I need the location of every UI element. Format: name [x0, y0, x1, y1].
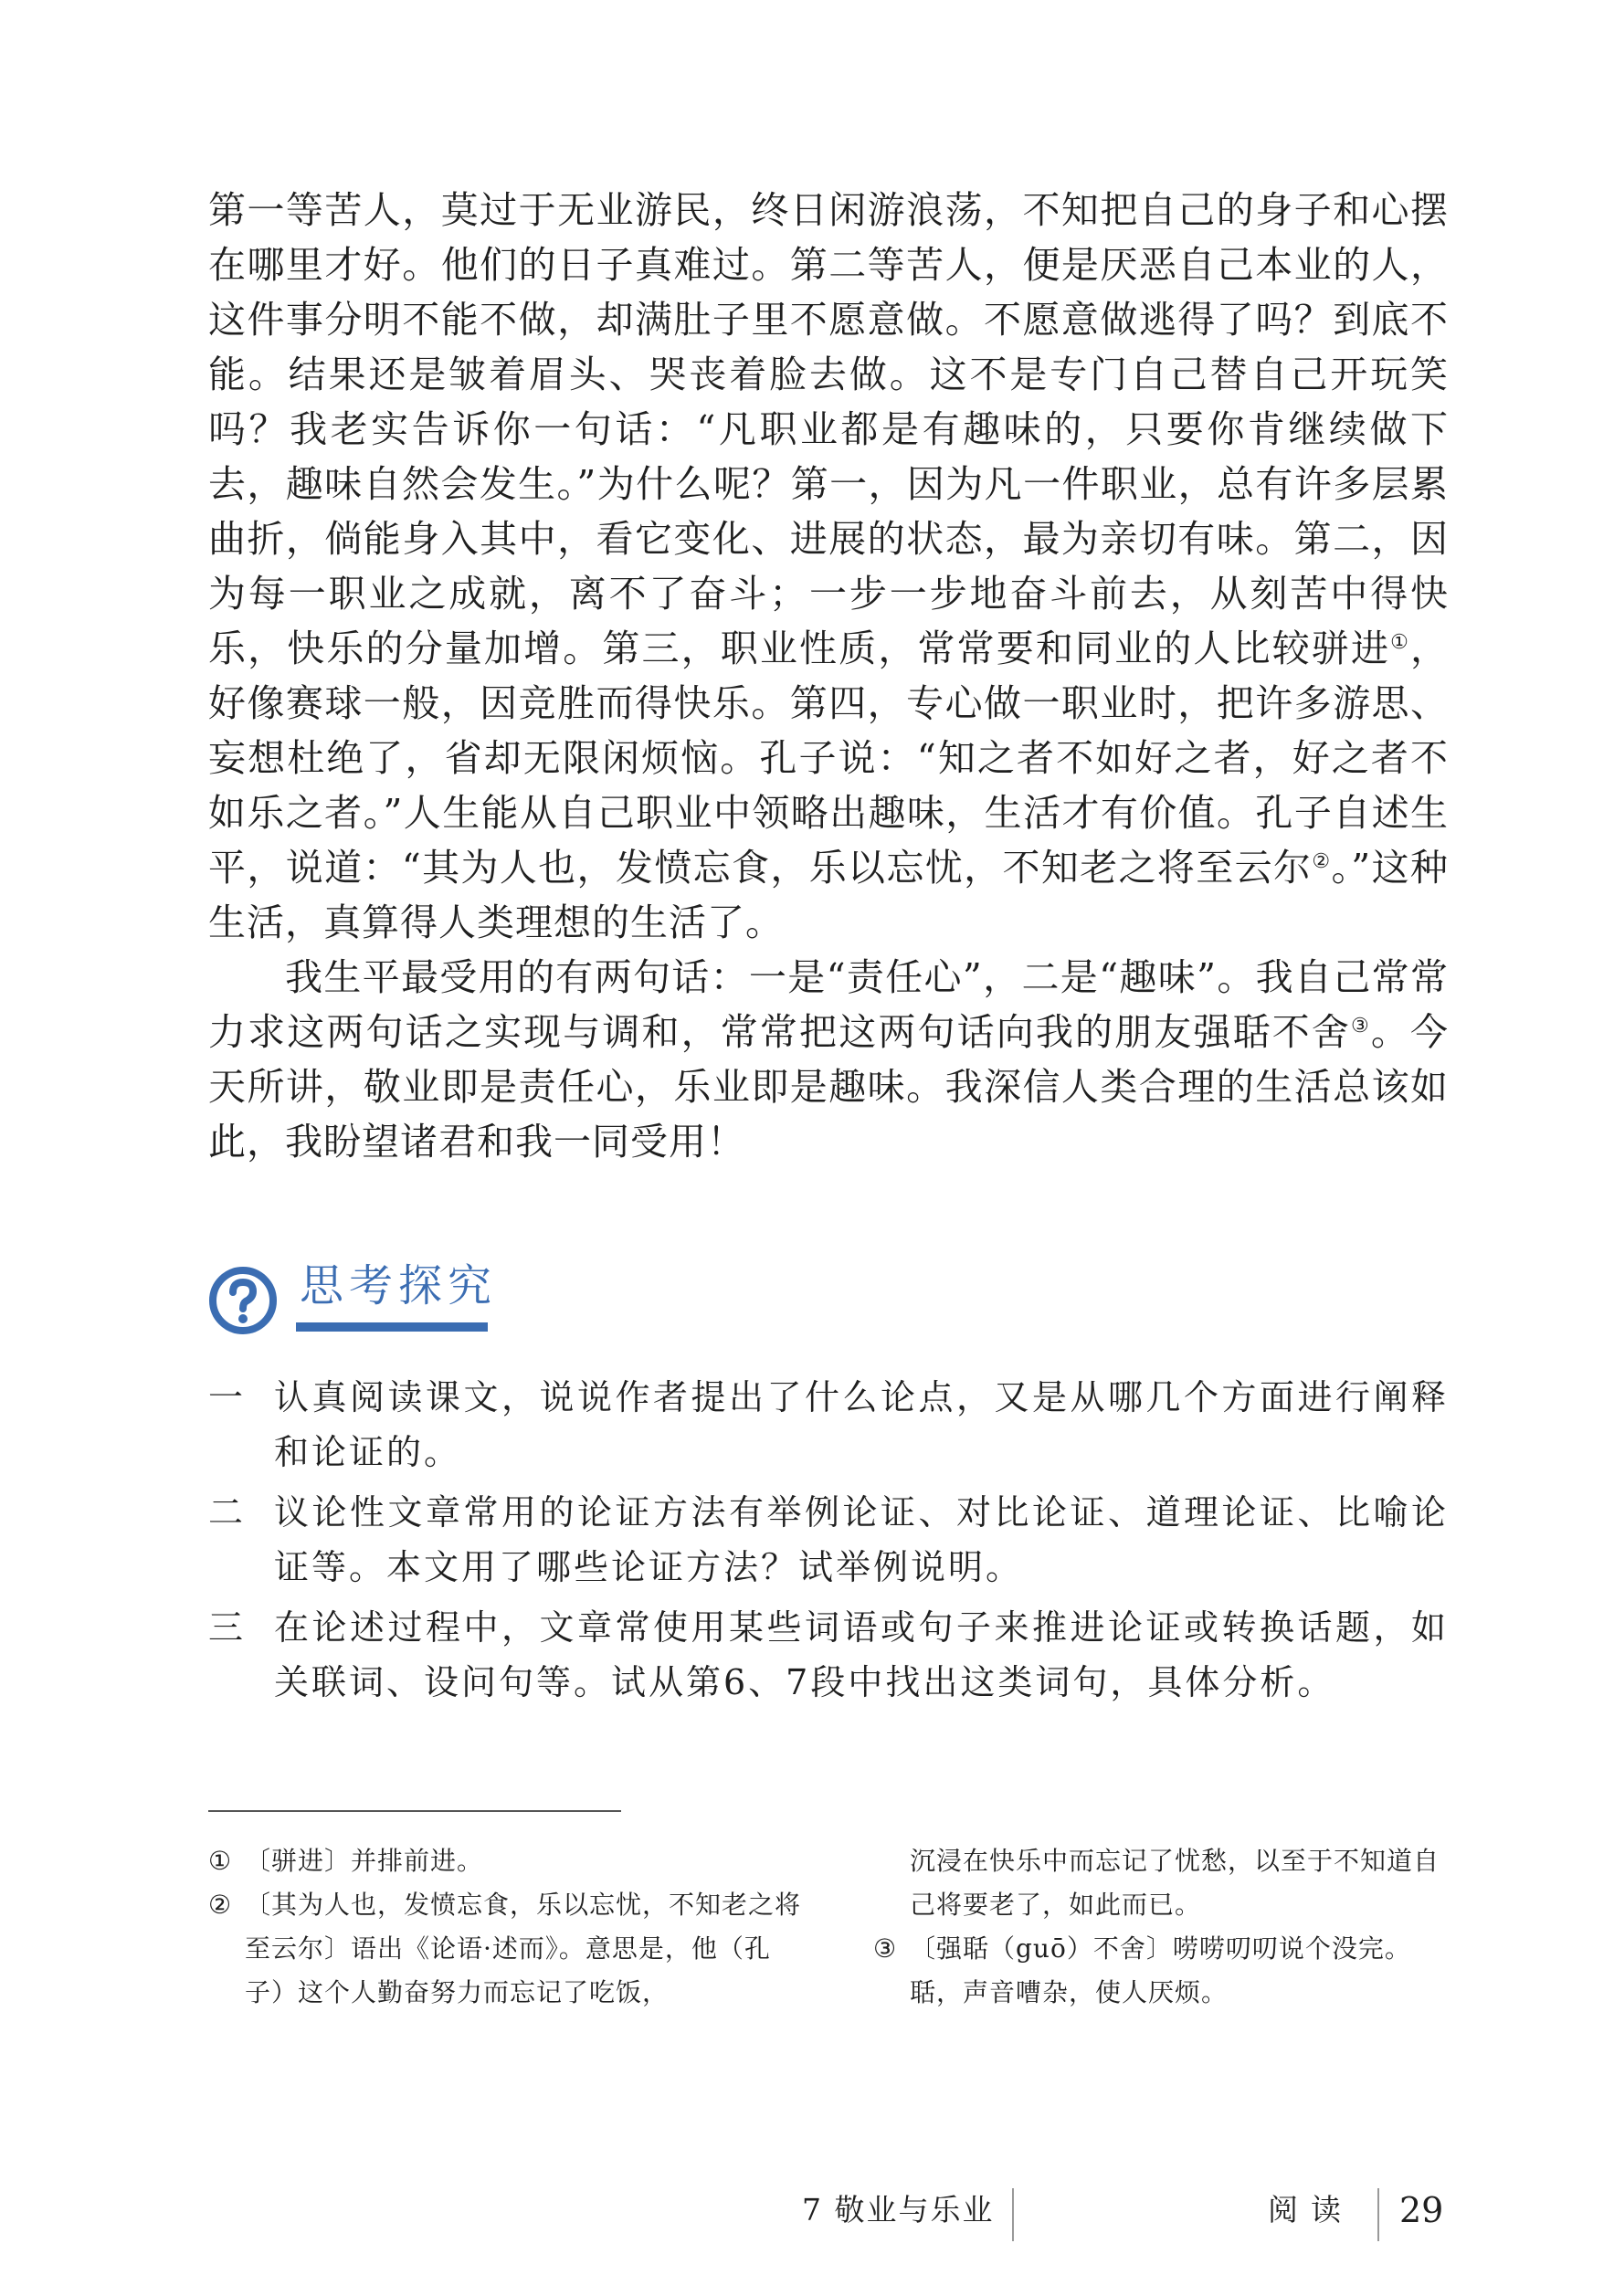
- question-number: 三: [208, 1607, 244, 1648]
- paragraph-2-part-1: 我生平最受用的有两句话：一是“责任心”，二是“趣味”。我自己常常力求这两句话之实现与调和，常常把这两句话向我的朋友强聒不舍: [208, 955, 1449, 1054]
- question-number: 二: [208, 1492, 244, 1532]
- footnote-2: [208, 1883, 802, 2015]
- paragraph-1-part-1: 第一等苦人，莫过于无业游民，终日闲游浪荡，不知把自己的身子和心摆在哪里才好。他们的日子真难过。第二等苦人，便是厌恶自己本业的人，这件事分明不能不做，却满肚子里不愿意做。不愿意做逃得了吗？到底不能。结果还是皱着眉头、哭丧着脸去做。这不是专门自己替自己开玩笑吗？我老实告诉你一句话：“凡职业都是有趣味的，只要你肯继续做下去，趣味自然会发生。”为什么呢？第一，因为凡一件职业，总有许多层累曲折，倘能身入其中，看它变化、进展的状态，最为亲切有味。第二，因为每一职业之成就，离不了奋斗；一步一步地奋斗前去，从刻苦中得快乐，快乐的分量加增。第三，职业性质，常常要和同业的人比较骈进: [208, 188, 1449, 670]
- section-title: 思考探究: [300, 1260, 498, 1311]
- footnote-2-continued: 沉浸在快乐中而忘记了忧愁，以至于不知道自己将要老了，如此而已。: [910, 1846, 1440, 1920]
- footnote-mark: ③: [873, 1933, 898, 1964]
- question-item: [208, 1485, 1449, 1595]
- question-item: [208, 1600, 1449, 1710]
- footnote-mark: ②: [208, 1890, 233, 1920]
- footnote-column-right: [873, 1839, 1449, 2015]
- question-text: 议论性文章常用的论证方法有举例论证、对比论证、道理论证、比喻论证等。本文用了哪些论证方法？试举例说明。: [274, 1492, 1449, 1587]
- question-list: [208, 1370, 1449, 1715]
- title-underline: [296, 1322, 488, 1332]
- question-number: 一: [208, 1377, 244, 1417]
- unit-title: 7 敬业与乐业: [802, 2192, 995, 2228]
- footer-divider: [1377, 2188, 1379, 2241]
- footnote-1: [208, 1839, 802, 1883]
- footnote-text: 〔骈进〕并排前进。: [245, 1846, 484, 1876]
- footnote-text: 〔其为人也，发愤忘食，乐以忘忧，不知老之将至云尔〕语出《论语·述而》。意思是，他（孔子）这个人勤奋努力而忘记了吃饭，: [245, 1890, 802, 2007]
- page-number: 29: [1399, 2190, 1444, 2230]
- footnote-mark: ①: [208, 1846, 233, 1876]
- footnote-text: 〔强聒（guō）不舍〕唠唠叨叨说个没完。聒，声音嘈杂，使人厌烦。: [910, 1933, 1411, 2007]
- footnote-3: [873, 1927, 1449, 2015]
- paragraph-2-part-2: 。今天所讲，敬业即是责任心，乐业即是趣味。我深信人类合理的生活总该如此，我盼望诸君和我一同受用！: [208, 1010, 1450, 1164]
- footnote-column-left: [208, 1839, 802, 2015]
- paragraph-2: [208, 950, 1449, 1169]
- footnote-ref-3[interactable]: ③: [1351, 1015, 1371, 1037]
- footer-divider: [1012, 2188, 1014, 2241]
- footnote-ref-1[interactable]: ①: [1390, 631, 1410, 654]
- question-item: [208, 1370, 1449, 1480]
- section-label: 阅读: [1268, 2192, 1354, 2228]
- paragraph-1: [208, 183, 1449, 950]
- question-mark-icon: [206, 1264, 280, 1337]
- paragraph-1-part-3: 。”这种生活，真算得人类理想的生活了。: [208, 846, 1449, 944]
- main-text: [208, 183, 1449, 1169]
- footnote-ref-2[interactable]: ②: [1312, 850, 1332, 873]
- question-text: 认真阅读课文，说说作者提出了什么论点，又是从哪几个方面进行阐释和论证的。: [274, 1377, 1449, 1472]
- footnote-divider: [208, 1810, 621, 1812]
- page-footer: [0, 2183, 1614, 2238]
- paragraph-1-part-2: ，好像赛球一般，因竞胜而得快乐。第四，专心做一职业时，把许多游思、妄想杜绝了，省却无限闲烦恼。孔子说：“知之者不如好之者，好之者不如乐之者。”人生能从自己职业中领略出趣味，生活才有价值。孔子自述生平，说道：“其为人也，发愤忘食，乐以忘忧，不知老之将至云尔: [208, 627, 1449, 890]
- question-text: 在论述过程中，文章常使用某些词语或句子来推进论证或转换话题，如关联词、设问句等。试从第6、7段中找出这类词句，具体分析。: [274, 1607, 1449, 1702]
